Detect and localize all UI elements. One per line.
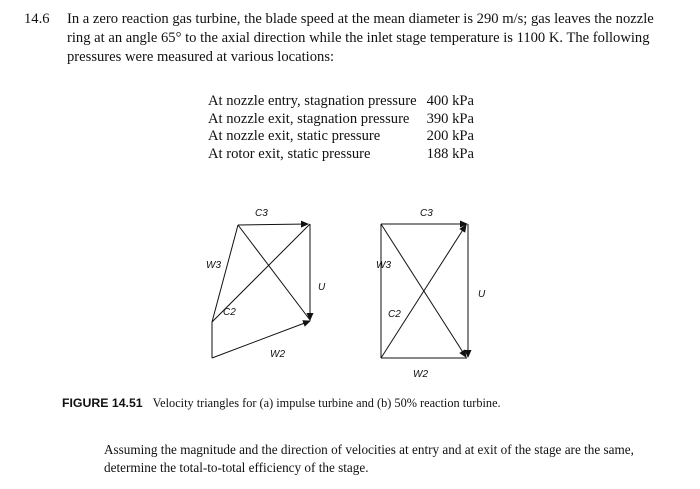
pressure-value: 400 kPa <box>426 93 475 109</box>
right-c2-label: C2 <box>388 309 401 320</box>
pressure-location: At nozzle exit, stagnation pressure <box>208 110 410 127</box>
right-w3-label: W3 <box>376 260 391 271</box>
velocity-triangles-figure <box>0 190 700 390</box>
left-cross-line <box>238 225 310 320</box>
figure-caption-text: Velocity triangles for (a) impulse turbine and (b) 50% reaction turbine. <box>152 396 501 410</box>
left-w2-label: W2 <box>270 349 285 360</box>
reaction-velocity-triangle <box>376 208 486 380</box>
pressure-row <box>208 146 474 164</box>
right-c3-label: C3 <box>420 208 433 219</box>
pressure-table <box>208 93 474 163</box>
pressure-location: At rotor exit, static pressure <box>208 145 371 162</box>
problem-statement <box>24 10 664 67</box>
pressure-location: At nozzle exit, static pressure <box>208 128 381 144</box>
right-c2-arrow <box>381 224 466 357</box>
problem-text: In a zero reaction gas turbine, the blade speed at the mean diameter is 290 m/s; gas leaves the nozzle ring at an angle 65° to the axial direction while the inlet stage temperature is 1100 K. The following pressures were measured at various locations: <box>67 11 654 65</box>
figure-caption <box>62 396 501 411</box>
pressure-value: 200 kPa <box>426 128 475 144</box>
pressure-row <box>208 111 474 129</box>
left-w2-arrow <box>212 321 310 358</box>
question-text: Assuming the magnitude and the direction of velocities at entry and at exit of the stage are the same, determine the total-to-total efficiency of the stage. <box>104 442 634 475</box>
figure-label: FIGURE 14.51 <box>62 396 143 410</box>
right-u-label: U <box>478 289 486 300</box>
problem-number: 14.6 <box>24 11 50 27</box>
pressure-value: 188 kPa <box>426 145 475 162</box>
left-c3-arrow <box>238 224 308 225</box>
left-u-label: U <box>318 282 326 293</box>
right-w3-arrow <box>381 225 466 358</box>
left-w3-label: W3 <box>206 260 221 271</box>
left-c3-label: C3 <box>255 208 268 219</box>
pressure-row <box>208 128 474 146</box>
right-w2-label: W2 <box>413 369 428 380</box>
pressure-row <box>208 93 474 111</box>
left-c2-label: C2 <box>223 307 236 318</box>
pressure-location: At nozzle entry, stagnation pressure <box>208 93 417 109</box>
pressure-value: 390 kPa <box>426 110 475 127</box>
impulse-velocity-triangle <box>206 208 326 360</box>
